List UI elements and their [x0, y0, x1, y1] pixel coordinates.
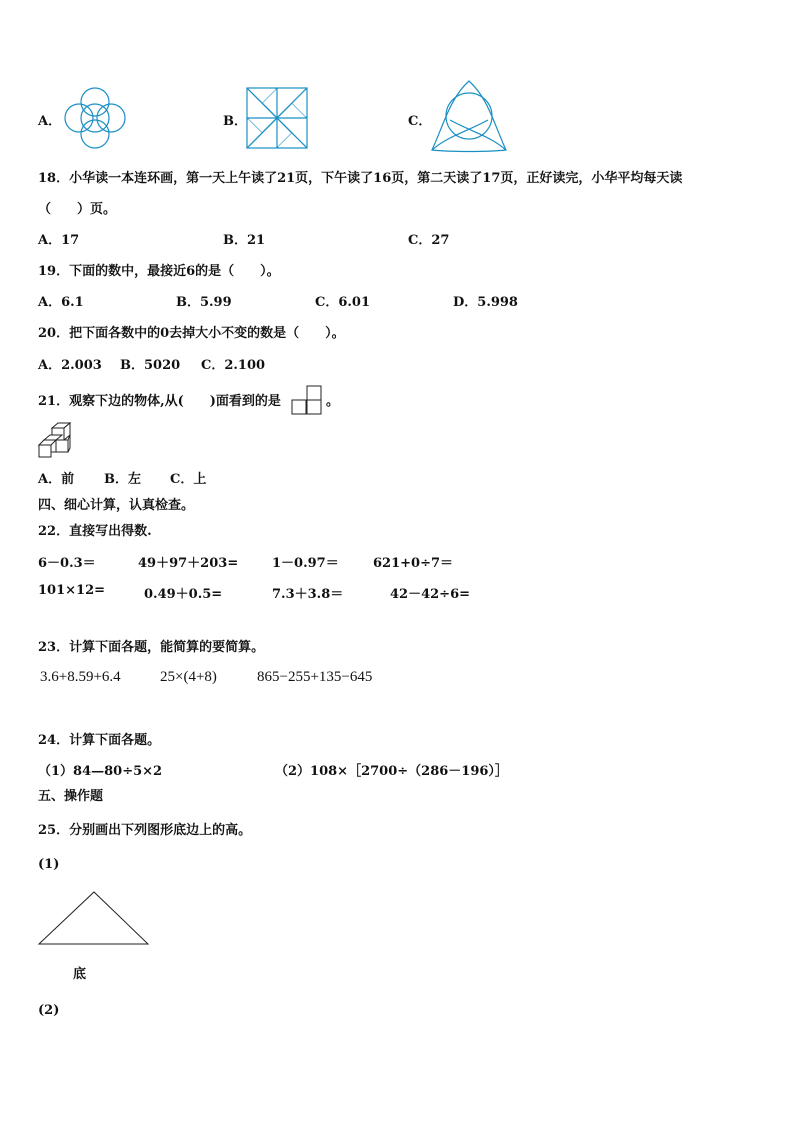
- q18-stem-line2: （ ）页。: [38, 202, 117, 217]
- q22-expr-5: 101×12=: [38, 583, 106, 598]
- top-view-squares-figure: [291, 385, 323, 415]
- q23-expr-1: 3.6+8.59+6.4: [40, 669, 121, 685]
- stacked-cubes-figure: [38, 422, 72, 458]
- triangle-base-label: 底: [73, 967, 87, 982]
- q19-option-c: C．6.01: [315, 295, 371, 310]
- q25-stem: 25．分别画出下列图形底边上的高。: [38, 823, 252, 838]
- q22-expr-4: 621+0÷7＝: [373, 556, 454, 571]
- q21-option-b: B．左: [104, 472, 141, 487]
- section-4-heading: 四、细心计算，认真检查。: [38, 498, 195, 513]
- q25-part-2-label: (2): [38, 1003, 60, 1018]
- q21-stem-end: 。: [326, 394, 340, 409]
- pinwheel-figure: [246, 87, 308, 149]
- triangle-figure: [38, 891, 150, 946]
- q17-option-a-label: A．: [38, 114, 62, 129]
- q19-stem: 19．下面的数中，最接近6的是（ ）。: [38, 264, 280, 279]
- q20-stem: 20．把下面各数中的0去掉大小不变的数是（ ）。: [38, 326, 345, 341]
- q22-stem: 22．直接写出得数.: [38, 524, 152, 539]
- q17-option-c-label: C．: [408, 114, 432, 129]
- q18-option-c: C．27: [408, 233, 450, 248]
- q23-expr-2: 25×(4+8): [160, 669, 217, 685]
- q21-option-c: C．上: [170, 472, 207, 487]
- q18-stem-line1: 18．小华读一本连环画，第一天上午读了21页，下午读了16页，第二天读了17页，正好读完，小华平均每天读: [38, 171, 683, 186]
- section-5-heading: 五、操作题: [38, 789, 104, 804]
- q19-option-d: D．5.998: [453, 295, 518, 310]
- q25-part-1-label: (1): [38, 857, 60, 872]
- q22-expr-8: 42－42÷6=: [390, 587, 471, 602]
- q22-expr-7: 7.3＋3.8＝: [272, 587, 344, 602]
- q20-option-c: C．2.100: [201, 358, 266, 373]
- q22-expr-3: 1－0.97＝: [272, 556, 339, 571]
- q22-expr-6: 0.49＋0.5=: [144, 587, 223, 602]
- q22-expr-1: 6－0.3＝: [38, 556, 96, 571]
- q17-option-b-label: B．: [223, 114, 247, 129]
- q20-option-b: B．5020: [120, 358, 181, 373]
- q22-expr-2: 49＋97＋203=: [138, 556, 239, 571]
- q19-option-a: A．6.1: [38, 295, 84, 310]
- four-petal-flower-figure: [62, 88, 128, 150]
- q18-option-a: A．17: [38, 233, 80, 248]
- q21-stem: 21．观察下边的物体,从( )面看到的是: [38, 394, 281, 409]
- q23-expr-3: 865−255+135−645: [257, 669, 373, 685]
- q24-item-2: （2）108×［2700÷（286－196）］: [275, 764, 508, 779]
- q24-item-1: （1）84—80÷5×2: [38, 764, 163, 779]
- triquetra-figure: [428, 80, 510, 154]
- q21-option-a: A．前: [38, 472, 75, 487]
- q18-option-b: B．21: [223, 233, 266, 248]
- q24-stem: 24．计算下面各题。: [38, 733, 161, 748]
- q20-option-a: A．2.003: [38, 358, 102, 373]
- q19-option-b: B．5.99: [176, 295, 232, 310]
- q23-stem: 23．计算下面各题，能简算的要简算。: [38, 640, 265, 655]
